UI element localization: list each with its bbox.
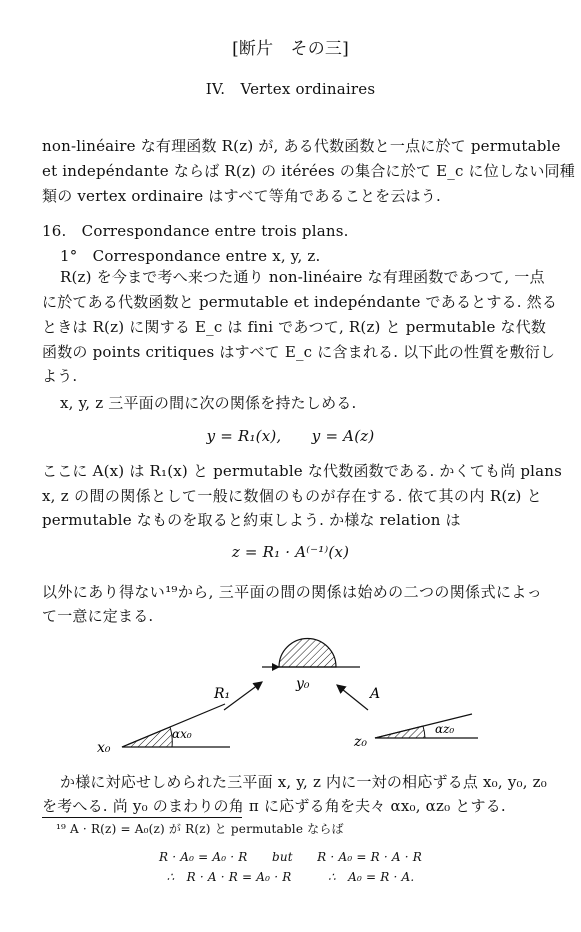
intro-line-2: et indepéndante ならば R(z) の itérées の集合に於て E_c に位しない同種 bbox=[42, 162, 575, 180]
para5-line-1: か様に対応せしめられた三平面 x, y, z 内に一対の相応ずる点 x₀, y₀, z₀ bbox=[60, 773, 547, 791]
x-hatched-sector bbox=[122, 727, 172, 747]
label-x0: x₀ bbox=[97, 740, 111, 756]
footnote-rule bbox=[42, 817, 242, 818]
para2: x, y, z 三平面の間に次の関係を持たしめる. bbox=[60, 394, 357, 412]
label-A: A bbox=[370, 686, 381, 702]
label-R1: R₁ bbox=[214, 686, 231, 702]
para1-line-1: R(z) を今まで考へ来つた通り non-linéaire な有理函数であつて, 一点 bbox=[60, 268, 545, 286]
subsection-16-heading: 16. Correspondance entre trois plans. bbox=[42, 222, 349, 240]
para1-line-4: 函数の points critiques はすべて E_c に含まれる. 以下此の性質を敷衍し bbox=[42, 343, 556, 361]
label-alpha-z0: αz₀ bbox=[435, 722, 455, 736]
para5-line-2: を考へる. 尚 y₀ のまわりの角 π に応ずる角を夫々 αx₀, αz₀ とする. bbox=[42, 797, 506, 815]
label-z0: z₀ bbox=[354, 734, 367, 750]
z-hatched-sector bbox=[375, 726, 425, 738]
arrow-A bbox=[337, 685, 368, 710]
equation-2: z = R₁ · A⁽⁻¹⁾(x) bbox=[231, 543, 350, 561]
footnote-line-3: ∴ R · A · R = A₀ · R ∴ A₀ = R · A. bbox=[166, 870, 415, 884]
para1-line-3: ときは R(z) に関する E_c は fini であつて, R(z) と permutable な代数 bbox=[42, 318, 547, 336]
para1-line-5: よう. bbox=[42, 367, 78, 385]
equation-1: y = R₁(x), y = A(z) bbox=[206, 427, 375, 445]
para1-line-2: に於てある代数函数と permutable et indepéndante であるとする. 然る bbox=[42, 293, 558, 311]
para3-line-3: permutable なものを取ると約束しよう. か様な relation は bbox=[42, 511, 461, 529]
para4-line-1: 以外にあり得ない¹⁹から, 三平面の間の関係は始めの二つの関係式によっ bbox=[42, 583, 542, 601]
y-half-disk bbox=[279, 639, 336, 668]
para3-line-1: ここに A(x) は R₁(x) と permutable な代数函数である. かくても尚 plans bbox=[42, 462, 563, 480]
intro-line-1: non-linéaire な有理函数 R(z) が, ある代数函数と一点に於て permutable bbox=[42, 137, 561, 155]
label-alpha-x0: αx₀ bbox=[172, 727, 192, 741]
footnote-line-2: R · A₀ = A₀ · R but R · A₀ = R · A · R bbox=[158, 850, 423, 864]
footnote-line-1: ¹⁹ A · R(z) = A₀(z) が R(z) と permutable ならば bbox=[56, 822, 344, 836]
fragment-title: [断片 その三] bbox=[232, 39, 349, 59]
para4-line-2: て一意に定まる. bbox=[42, 607, 154, 625]
label-y0: y₀ bbox=[296, 676, 310, 692]
correspondence-figure bbox=[0, 630, 581, 760]
para3-line-2: x, z の間の関係として一般に数個のものが存在する. 依て其の内 R(z) と bbox=[42, 487, 542, 505]
section-heading: IV. Vertex ordinaires bbox=[205, 80, 376, 98]
subsection-1-heading: 1° Correspondance entre x, y, z. bbox=[60, 247, 321, 265]
intro-line-3: 類の vertex ordinaire はすべて等角であることを云はう. bbox=[42, 187, 441, 205]
